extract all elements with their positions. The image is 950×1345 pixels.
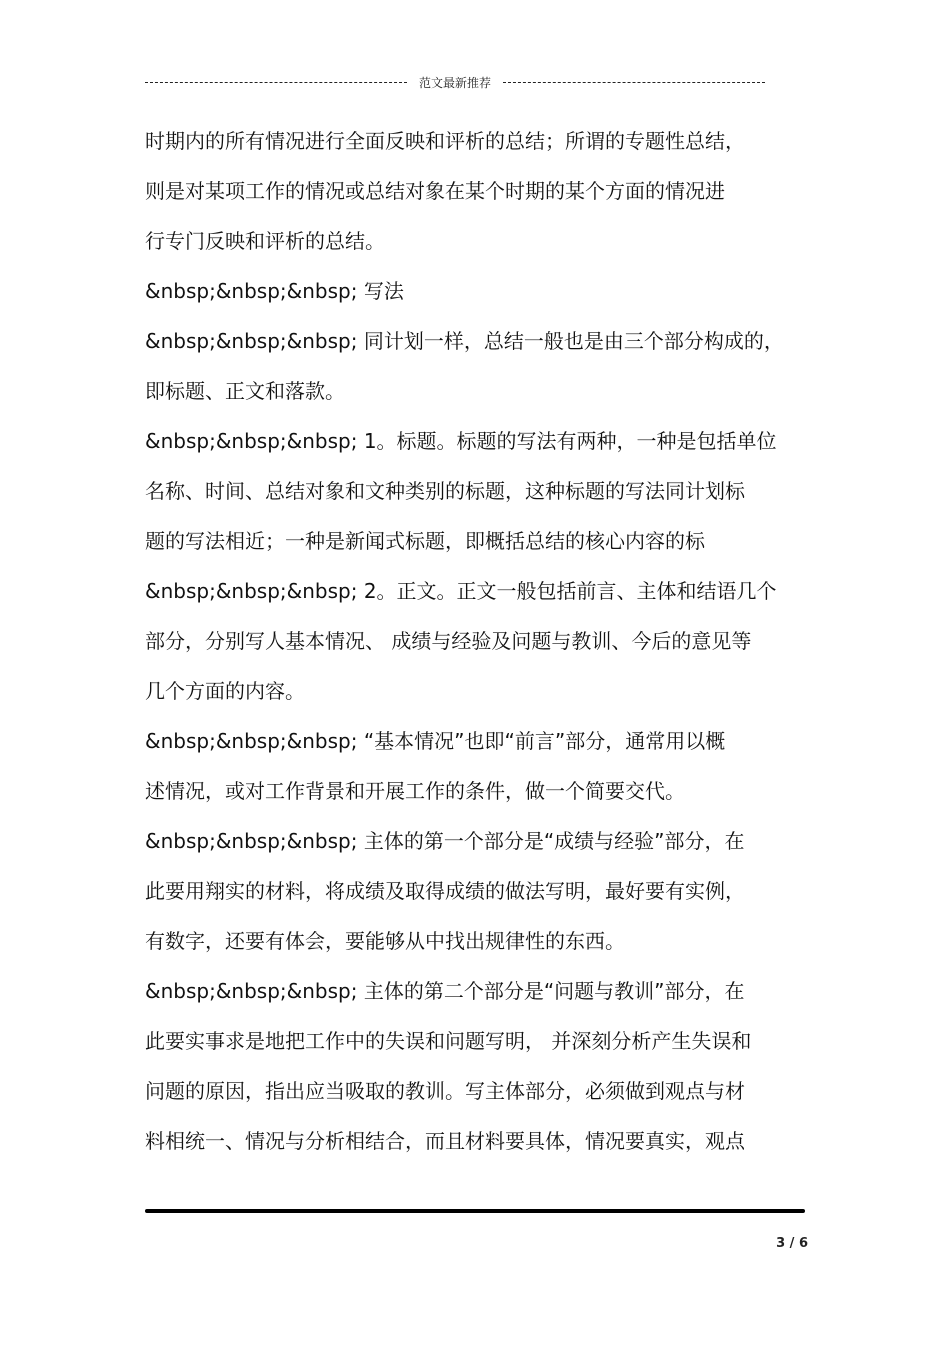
text-line: 行专门反映和评析的总结。 bbox=[145, 229, 385, 253]
header-title: 范文最新推荐 bbox=[419, 75, 492, 90]
header-left-rule bbox=[145, 82, 407, 83]
text-line: &nbsp;&nbsp;&nbsp; “基本情况”也即“前言”部分，通常用以概 bbox=[145, 729, 726, 753]
text-line: 则是对某项工作的情况或总结对象在某个时期的某个方面的情况进 bbox=[145, 179, 725, 203]
text-line: 几个方面的内容。 bbox=[145, 679, 305, 703]
text-line: &nbsp;&nbsp;&nbsp; 同计划一样，总结一般也是由三个部分构成的， bbox=[145, 329, 784, 353]
page-number: 3 / 6 bbox=[776, 1236, 808, 1251]
text-line: 部分，分别写人基本情况、 成绩与经验及问题与教训、今后的意见等 bbox=[145, 629, 752, 653]
text-line: 此要实事求是地把工作中的失误和问题写明， 并深刻分析产生失误和 bbox=[145, 1029, 752, 1053]
header-right-rule bbox=[503, 82, 765, 83]
text-line: 问题的原因，指出应当吸取的教训。写主体部分，必须做到观点与材 bbox=[145, 1079, 745, 1103]
footer-rule bbox=[145, 1209, 805, 1213]
text-line: &nbsp;&nbsp;&nbsp; 写法 bbox=[145, 279, 404, 303]
text-line: 即标题、正文和落款。 bbox=[145, 379, 345, 403]
text-line: 料相统一、情况与分析相结合，而且材料要具体，情况要真实，观点 bbox=[145, 1129, 745, 1153]
document-body bbox=[145, 116, 805, 1166]
text-line: 有数字，还要有体会，要能够从中找出规律性的东西。 bbox=[145, 929, 625, 953]
text-line: &nbsp;&nbsp;&nbsp; 主体的第一个部分是“成绩与经验”部分，在 bbox=[145, 829, 745, 853]
text-line: &nbsp;&nbsp;&nbsp; 1。标题。标题的写法有两种，一种是包括单位 bbox=[145, 429, 777, 453]
text-line: 时期内的所有情况进行全面反映和评析的总结；所谓的专题性总结， bbox=[145, 129, 745, 153]
text-line: 题的写法相近；一种是新闻式标题，即概括总结的核心内容的标 bbox=[145, 529, 705, 553]
page-header bbox=[145, 70, 765, 94]
text-line: 此要用翔实的材料，将成绩及取得成绩的做法写明，最好要有实例， bbox=[145, 879, 745, 903]
text-line: &nbsp;&nbsp;&nbsp; 2。正文。正文一般包括前言、主体和结语几个 bbox=[145, 579, 777, 603]
text-line: 名称、时间、总结对象和文种类别的标题，这种标题的写法同计划标 bbox=[145, 479, 745, 503]
text-line: 述情况，或对工作背景和开展工作的条件，做一个简要交代。 bbox=[145, 779, 685, 803]
text-line: &nbsp;&nbsp;&nbsp; 主体的第二个部分是“问题与教训”部分，在 bbox=[145, 979, 745, 1003]
